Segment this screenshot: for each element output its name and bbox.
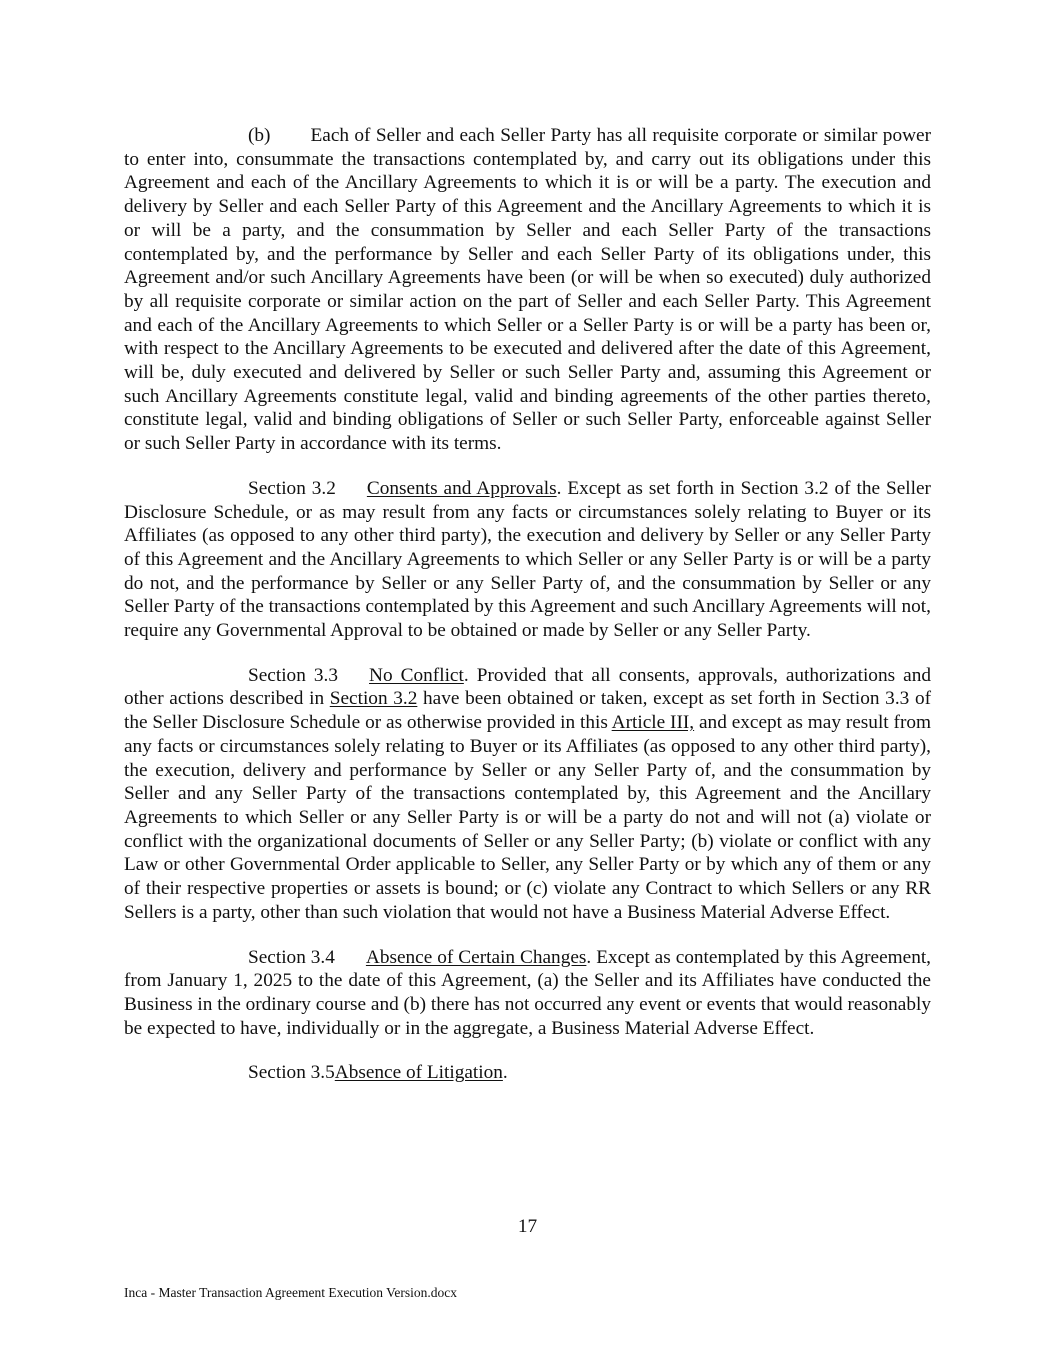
section-3-3-title: No Conflict xyxy=(369,664,464,686)
section-3-4-title: Absence of Certain Changes xyxy=(365,946,587,968)
section-3-3-text-2: have been obtained or taken, except as set forth in Section 3.3 of the Seller Disclosure Schedule or as otherwise provided in this xyxy=(124,688,932,734)
document-body xyxy=(124,124,931,1085)
section-3-5 xyxy=(124,1061,931,1085)
section-3-5-number: Section 3.5 xyxy=(248,1062,335,1084)
paragraph-b-text: Each of Seller and each Seller Party has all requisite corporate or similar power to enter into, consummate the transactions contemplated by, and carry out its obligations under this Agreement and each of the Ancillary Agreements to which it is or will be a party. The execution and delivery by Seller and each Seller Party of this Agreement and the Ancillary Agreements to which it is or will be a party, and the consummation by Seller and each Seller Party of the transactions contemplated by, and the performance by Seller and each Seller Party of its obligations under, this Agreement and/or such Ancillary Agreements have been (or will be when so executed) duly authorized by all requisite corporate or similar action on the part of Seller and each Seller Party. This Agreement and each of the Ancillary Agreements to which Seller or a Seller Party is or will be a party has been or, with respect to the Ancillary Agreements to be executed and delivered after the date of this Agreement, will be, duly executed and delivered by Seller or such Seller Party and, assuming this Agreement or such Ancillary Agreements constitute legal, valid and binding agreements of the other parties thereto, constitute legal, valid and binding obligations of Seller or such Seller Party, enforceable against Seller or such Seller Party in accordance with its terms. xyxy=(124,125,931,455)
section-3-2-number: Section 3.2 xyxy=(248,477,336,499)
section-3-5-text: . xyxy=(502,1062,508,1084)
section-3-4-text: . Except as contemplated by this Agreement, from January 1, 2025 to the date of this Agreement, (a) the Seller and its Affiliates have conducted the Business in the ordinary course and (b) there has not occurred any event or events that would reasonably be expected to have, individually or in the aggregate, a Business Material Adverse Effect. xyxy=(124,946,932,1039)
section-3-2 xyxy=(124,477,931,643)
section-3-3-text-1: . Provided that all consents, approvals, authorizations and other actions described in xyxy=(124,664,931,710)
section-3-2-reference: Section 3.2 xyxy=(329,688,418,710)
section-3-4-number: Section 3.4 xyxy=(248,946,335,968)
section-3-3-text-3: and except as may result from any facts or circumstances solely relating to Buyer or its Affiliates (as opposed to any other third party), the execution, delivery and performance by Seller or any Seller Party of, and the consummation by Seller and any Seller Party of the transactions contemplated by, this Agreement and the Ancillary Agreements to which Seller or any Seller Party is or will be a party do not and will not (a) violate or conflict with the organizational documents of Seller or any Seller Party; (b) violate or conflict with any Law or other Governmental Order applicable to Seller, any Seller Party or by which any of them or any of their respective properties or assets is bound; or (c) violate any Contract to which Sellers or any RR Sellers is a party, other than such violation that would not have a Business Material Adverse Effect. xyxy=(124,712,932,923)
paragraph-b-label: (b) xyxy=(248,125,271,146)
article-iii-reference: Article III, xyxy=(611,712,695,734)
paragraph-b xyxy=(124,124,931,456)
section-3-2-title: Consents and Approvals xyxy=(366,477,557,499)
section-3-2-text: . Except as set forth in Section 3.2 of the Seller Disclosure Schedule, or as may result from any facts or circumstances solely relating to Buyer or its Affiliates (as opposed to any other third party), the execution and delivery by Seller or any Seller Party of this Agreement and the Ancillary Agreements to which Seller or any Seller Party is or will be a party do not, and the performance by Seller or any Seller Party of, and the consummation by Seller or any Seller Party of the transactions contemplated by this Agreement and such Ancillary Agreements will not, require any Governmental Approval to be obtained or made by Seller or any Seller Party. xyxy=(124,477,931,642)
section-3-4 xyxy=(124,946,931,1041)
section-3-3-number: Section 3.3 xyxy=(248,664,339,686)
section-3-5-title: Absence of Litigation xyxy=(334,1062,503,1084)
page-number: 17 xyxy=(517,1216,538,1237)
section-3-3 xyxy=(124,664,931,925)
document-footer: Inca - Master Transaction Agreement Execution Version.docx xyxy=(124,1285,458,1300)
